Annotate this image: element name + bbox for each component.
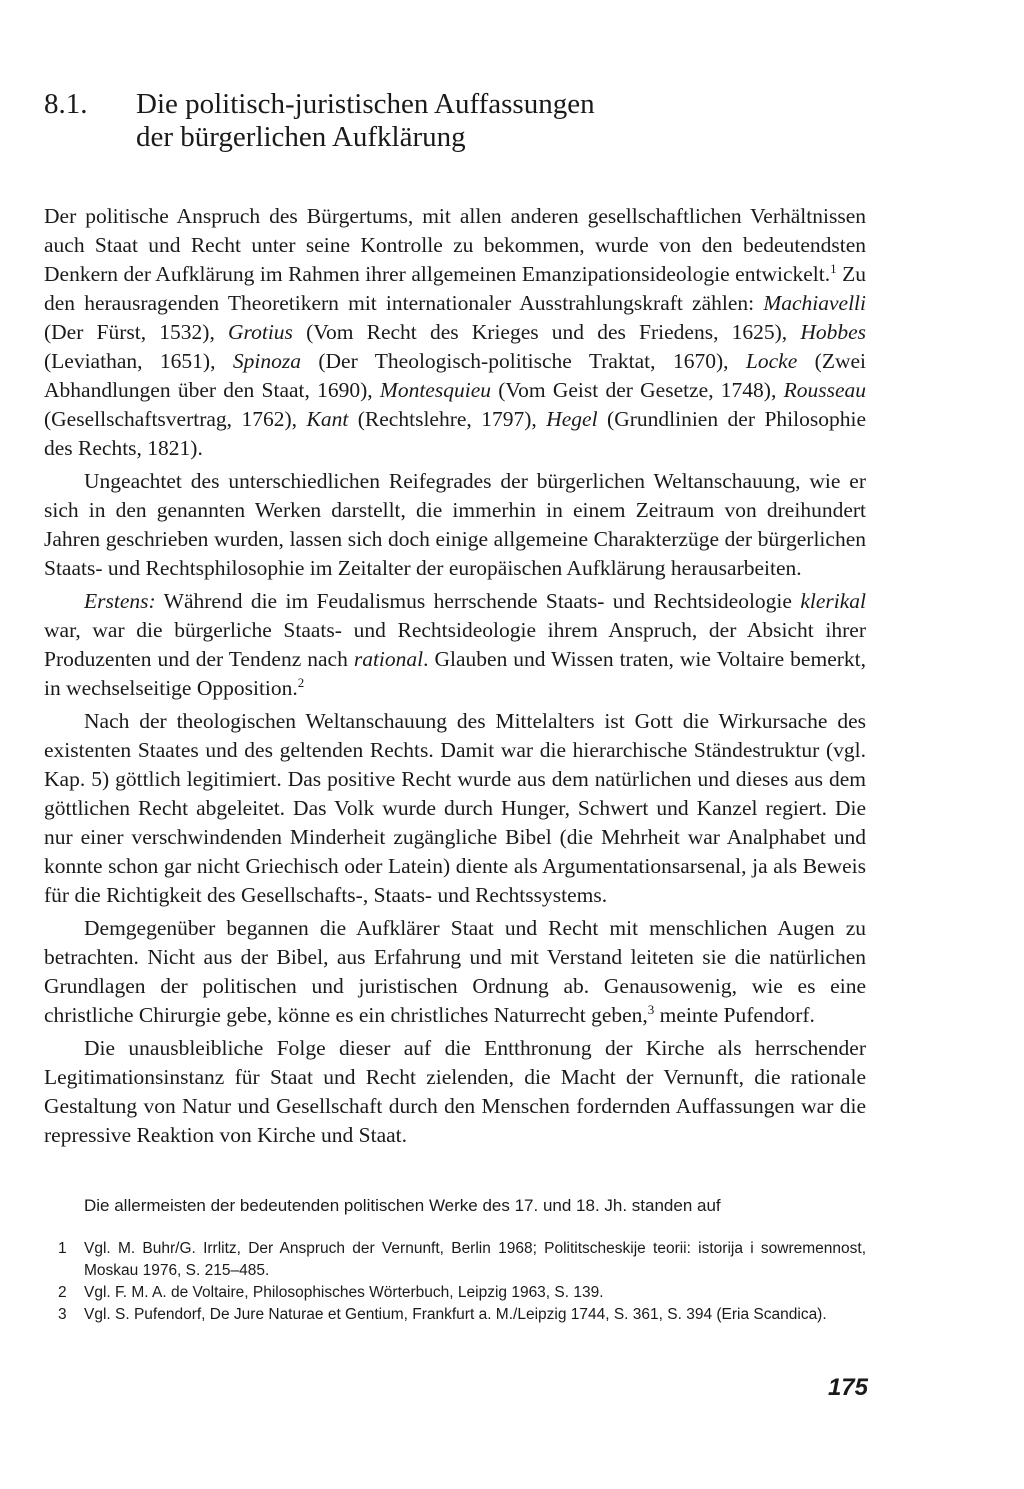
text-run: Der politische Anspruch des Bürgertums, mit allen anderen gesellschaftlichen Verhältnissen auch Staat und Recht unter seine Kontrolle zu bekommen, wurde von den bedeutendsten Denkern der Aufklärung im Rahmen ihrer allgemeinen Emanzipationsideologie entwickelt. (44, 204, 866, 286)
text-run: (Grundlinien der Philosophie des Rechts, 1821). (44, 407, 866, 460)
footnote-ref-3: 3 (647, 1002, 655, 1017)
footnote-text: Vgl. S. Pufendorf, De Jure Naturae et Gentium, Frankfurt a. M./Leipzig 1744, S. 361, S. 394 (Eria Scandica). (84, 1306, 827, 1323)
footnote-number: 2 (58, 1284, 67, 1301)
text-run: (Der Fürst, 1532), (44, 320, 228, 344)
author-montesquieu: Montesquieu (379, 378, 491, 402)
text-run: (Gesellschaftsvertrag, 1762), (44, 407, 307, 431)
footnote-ref-1: 1 (830, 261, 837, 276)
section-heading (44, 88, 864, 154)
footnote-text: Vgl. F. M. A. de Voltaire, Philosophisches Wörterbuch, Leipzig 1963, S. 139. (84, 1284, 604, 1301)
text-run: Zu den herausragenden Theoretikern mit internationaler Ausstrahlungskraft zählen: (44, 262, 866, 315)
footnote-number: 3 (58, 1306, 67, 1323)
footnote-number: 1 (58, 1240, 67, 1257)
footnote-2 (58, 1282, 866, 1304)
text-run: (Vom Geist der Gesetze, 1748), (490, 378, 784, 402)
paragraph-2: Ungeachtet des unterschiedlichen Reifegrades der bürgerlichen Weltanschauung, wie er sich in den genannten Werken darstellt, die immerhin in einem Zeitraum von dreihundert Jahren geschrieben wurden, lassen sich doch einige allgemeine Charakterzüge der bürgerlichen Staats- und Rechtsphilosophie im Zeitalter der europäischen Aufklärung herausarbeiten. (44, 469, 866, 580)
text-run: . Glauben und Wissen traten, wie Voltaire bemerkt, in wechselseitige Opposition. (44, 647, 866, 700)
section-number: 8.1. (44, 88, 88, 120)
footnotes (58, 1238, 866, 1326)
text-run: (Vom Recht des Krieges und des Friedens, 1625), (292, 320, 801, 344)
author-grotius: Grotius (228, 320, 293, 344)
paragraph-6: Die unausbleibliche Folge dieser auf die Entthronung der Kirche als herrschender Legitimationsinstanz für Staat und Recht zielenden, die Macht der Vernunft, die rationale Gestaltung von Natur und Gesellschaft durch den Menschen fordernden Auffassungen war die repressive Reaktion von Kirche und Staat. (44, 1036, 866, 1147)
text-run: meinte Pufendorf. (654, 1003, 815, 1027)
text-run: war, war die bürgerliche Staats- und Rechtsideologie ihrem Anspruch, der Absicht ihrer Produzenten und der Tendenz nach (44, 618, 866, 671)
section-title (136, 88, 864, 154)
author-locke: Locke (745, 349, 798, 373)
section-title-line-2: der bürgerlichen Aufklärung (136, 121, 466, 153)
term-klerikal: klerikal (800, 589, 866, 613)
text-run: (Rechtslehre, 1797), (348, 407, 547, 431)
author-spinoza: Spinoza (232, 349, 301, 373)
continued-text: Die allermeisten der bedeutenden politischen Werke des 17. und 18. Jh. standen auf (84, 1196, 721, 1215)
footnote-1 (58, 1238, 866, 1282)
paragraph-1 (44, 202, 866, 463)
author-hegel: Hegel (546, 407, 598, 431)
paragraph-4: Nach der theologischen Weltanschauung des Mittelalters ist Gott die Wirkursache des existenten Staates und des geltenden Rechts. Damit war die hierarchische Ständestruktur (vgl. Kap. 5) göttlich legitimiert. Das positive Recht wurde aus dem natürlichen und dieses aus dem göttlichen Recht abgeleitet. Das Volk wurde durch Hunger, Schwert und Kanzel regiert. Die nur einer verschwindenden Minderheit zugängliche Bibel (die Mehrheit war Analphabet und konnte schon gar nicht Griechisch oder Latein) diente als Argumentationsarsenal, ja als Beweis für die Richtigkeit des Gesellschafts-, Staats- und Rechtssystems. (44, 709, 866, 907)
page-number: 175 (827, 1374, 868, 1401)
term-erstens: Erstens: (84, 589, 156, 613)
body-text (44, 202, 866, 1150)
text-run: (Der Theologisch-politische Traktat, 1670), (300, 349, 746, 373)
section-title-line-1: Die politisch-juristischen Auffassungen (136, 88, 595, 120)
author-machiavelli: Machiavelli (763, 291, 866, 315)
text-run: Demgegenüber begannen die Aufklärer Staat und Recht mit menschlichen Augen zu betrachten. Nicht aus der Bibel, aus Erfahrung und mit Verstand leiteten sie die natürlichen Grundlagen der politischen und juristischen Ordnung ab. Genausowenig, wie es eine christliche Chirurgie gebe, könne es ein christliches Naturrecht geben, (44, 916, 866, 1027)
author-kant: Kant (306, 407, 349, 431)
footnote-text: Vgl. M. Buhr/G. Irrlitz, Der Anspruch der Vernunft, Berlin 1968; Polititscheskije teorii: istorija i sowremennost, Moskau 1976, S. 215–485. (84, 1240, 866, 1279)
author-hobbes: Hobbes (800, 320, 866, 344)
footnote-3 (58, 1304, 866, 1326)
text-run: (Leviathan, 1651), (44, 349, 233, 373)
text-run: (Zwei Abhandlungen über den Staat, 1690), (44, 349, 866, 402)
paragraph-3 (44, 587, 866, 703)
paragraph-5 (44, 914, 866, 1030)
author-rousseau: Rousseau (783, 378, 867, 402)
footnote-ref-2: 2 (297, 675, 305, 690)
text-run: Während die im Feudalismus herrschende Staats- und Rechtsideologie (155, 589, 801, 613)
term-rational: rational (353, 647, 424, 671)
